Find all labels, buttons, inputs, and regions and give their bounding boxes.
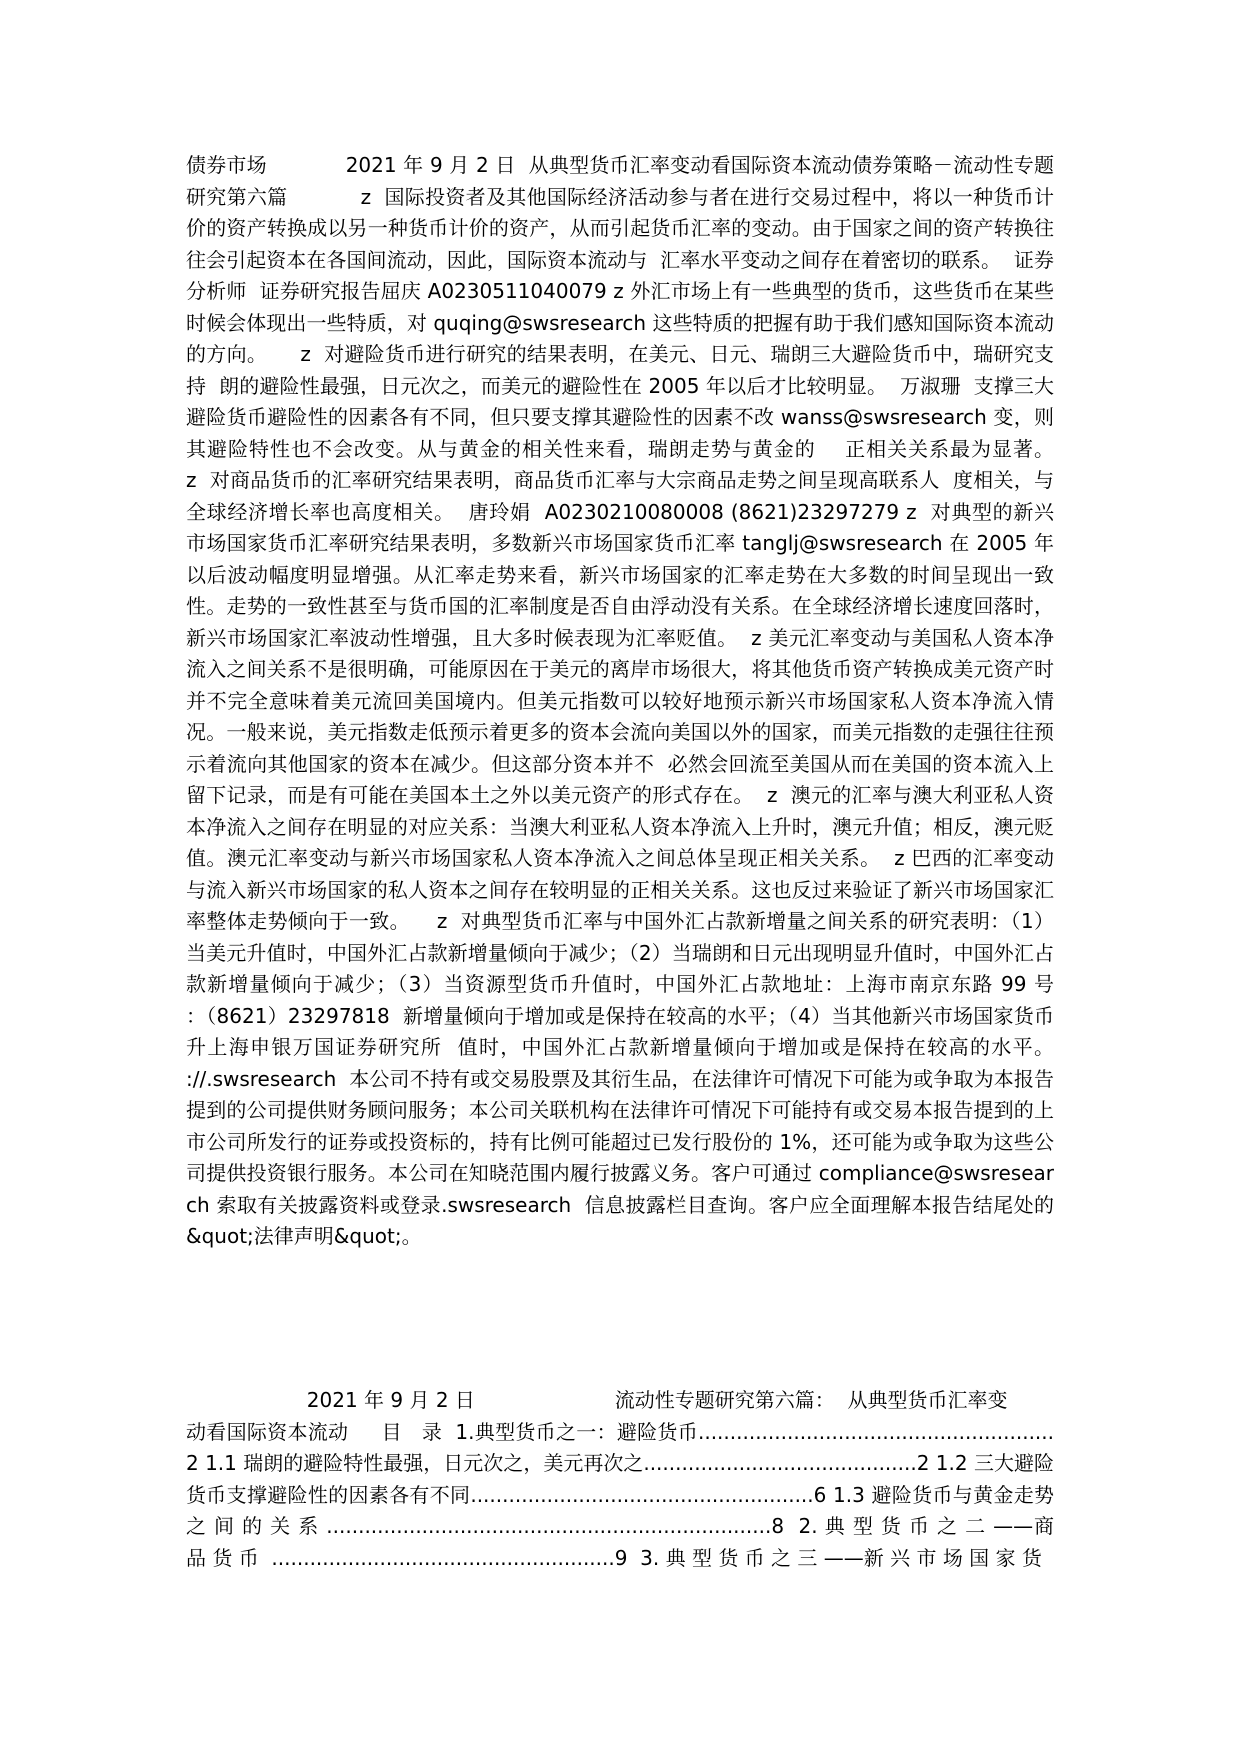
toc-entries: 动看国际资本流动 目 录 1.典型货币之一：避险货币........................................................2 1.1 瑞朗的避险特性最强，日元次之，美元再次之...........................................2 1.2 三大避险货币支撑避险性的因素各有不同......................................................6 1.3 避险货币与黄金走势之 间 的 关 系 ......................................................................8 2. 典 型 货 币 之 二 ——商 品 货 币 ......................................................9 3. 典 型 货 币 之 三 ——新 兴 市 场 国 家 货 (186, 1419, 1061, 1570)
table-of-contents (186, 1385, 1061, 1574)
report-summary-text: 债券市场 2021 年 9 月 2 日 从典型货币汇率变动看国际资本流动债券策略－流动性专题研究第六篇 z 国际投资者及其他国际经济活动参与者在进行交易过程中，将以一种货币计 价的资产转换成以另一种货币计价的资产，从而引起货币汇率的变动。由于国家之间的资产转换往往会引起资本在各国间流动，因此，国际资本流动与 汇率水平变动之间存在着密切的联系。 证券分析师 证券研究报告屈庆 A0230511040079 z 外汇市场上有一些典型的货币，这些货币在某些时候会体现出一些特质，对 quqing@swsresearch 这些特质的把握有助于我们感知国际资本流动的方向。 z 对避险货币进行研究的结果表明，在美元、日元、瑞朗三大避险货币中，瑞研究支持 朗的避险性最强，日元次之，而美元的避险性在 2005 年以后才比较明显。 万淑珊 支撑三大避险货币避险性的因素各有不同，但只要支撑其避险性的因素不改 wanss@swsresearch 变，则其避险特性也不会改变。从与黄金的相关性来看，瑞朗走势与黄金的 正相关关系最为显著。 z 对商品货币的汇率研究结果表明，商品货币汇率与大宗商品走势之间呈现高联系人 度相关，与全球经济增长率也高度相关。 唐玲娟 A0230210080008 (8621)23297279 z 对典型的新兴市场国家货币汇率研究结果表明，多数新兴市场国家货币汇率 tanglj@swsresearch 在 2005 年以后波动幅度明显增强。从汇率走势来看，新兴市场国家的汇率走势在大多数的时间呈现出一致性。走势的一致性甚至与货币国的汇率制度是否自由浮动没有关系。在全球经济增长速度回落时，新兴市场国家汇率波动性增强，且大多时候表现为汇率贬值。 z 美元汇率变动与美国私人资本净流入之间关系不是很明确，可能原因在于美元的离岸市场很大，将其他货币资产转换成美元资产时并不完全意味着美元流回美国境内。但美元指数可以较好地预示新兴市场国家私人资本净流入情况。一般来说，美元指数走低预示着更多的资本会流向美国以外的国家，而美元指数的走强往往预示着流向其他国家的资本在减少。但这部分资本并不 必然会回流至美国从而在美国的资本流入上留下记录，而是有可能在美国本土之外以美元资产的形式存在。 z 澳元的汇率与澳大利亚私人资本净流入之间存在明显的对应关系：当澳大利亚私人资本净流入上升时，澳元升值；相反，澳元贬值。澳元汇率变动与新兴市场国家私人资本净流入之间总体呈现正相关关系。 z 巴西的汇率变动与流入新兴市场国家的私人资本之间存在较明显的正相关关系。这也反过来验证了新兴市场国家汇率整体走势倾向于一致。 z 对典型货币汇率与中国外汇占款新增量之间关系的研究表明：（1）当美元升值时，中国外汇占款新增量倾向于减少；（2）当瑞朗和日元出现明显升值时，中国外汇占款新增量倾向于减少；（3）当资源型货币升值时，中国外汇占款地址：上海市南京东路 99 号 ：（8621）23297818 新增量倾向于增加或是保持在较高的水平；（4）当其他新兴市场国家货币升上海申银万国证券研究所 值时，中国外汇占款新增量倾向于增加或是保持在较高的水平。 ://.swsresearch 本公司不持有或交易股票及其衍生品，在法律许可情况下可能为或争取为本报告提到的公司提供财务顾问服务；本公司关联机构在法律许可情况下可能持有或交易本报告提到的上市公司所发行的证券或投资标的，持有比例可能超过已发行股份的 1%，还可能为或争取为这些公司提供投资银行服务。本公司在知晓范围内履行披露义务。客户可通过 compliance@swsresearch 索取有关披露资料或登录.swsresearch 信息披露栏目查询。客户应全面理解本报告结尾处的&quot;法律声明&quot;。 (186, 153, 1112, 1248)
toc-header-line: 2021 年 9 月 2 日 流动性专题研究第六篇： 从典型货币汇率变 (186, 1388, 1008, 1412)
